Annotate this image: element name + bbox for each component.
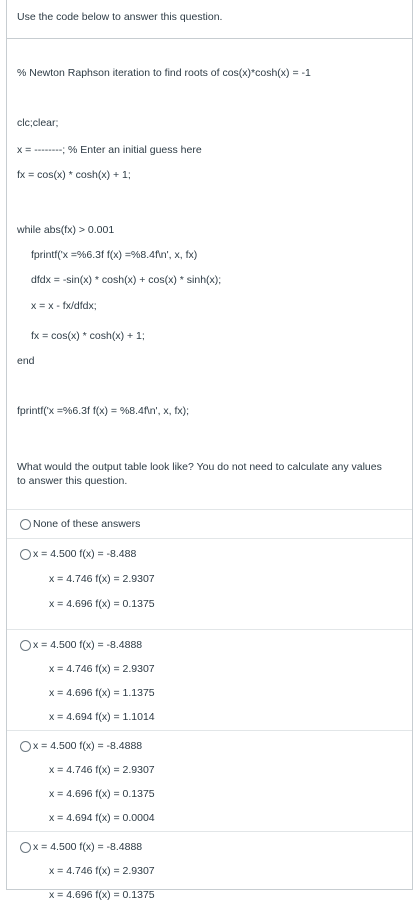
answer-line: x = 4.500 f(x) = -8.4888	[33, 639, 143, 651]
answer-line: x = 4.500 f(x) = -8.4888	[33, 841, 143, 853]
answer-line: x = 4.696 f(x) = 0.1375	[49, 788, 155, 800]
divider	[7, 38, 412, 39]
answer-line: None of these answers	[33, 518, 141, 530]
code-line: fprintf('x =%6.3f f(x) =%8.4f\n', x, fx)	[31, 249, 198, 261]
radio-button[interactable]	[20, 640, 31, 651]
answer-line: x = 4.696 f(x) = 0.1375	[49, 889, 155, 901]
question-intro: Use the code below to answer this question.	[17, 11, 223, 23]
answer-option[interactable]	[7, 509, 412, 538]
radio-button[interactable]	[20, 519, 31, 530]
code-line: clc;clear;	[17, 117, 59, 129]
answer-line: x = 4.746 f(x) = 2.9307	[49, 663, 155, 675]
code-line: while abs(fx) > 0.001	[17, 224, 115, 236]
answer-line: x = 4.500 f(x) = -8.488	[33, 548, 137, 560]
question-prompt: What would the output table look like? You do not need to calculate any values to answer this question.	[17, 461, 382, 487]
code-line: fx = cos(x) * cosh(x) + 1;	[17, 169, 131, 181]
question-panel	[6, 0, 413, 901]
code-line: end	[17, 355, 35, 367]
answer-option[interactable]	[7, 831, 412, 912]
code-line: x = x - fx/dfdx;	[31, 300, 97, 312]
code-line: dfdx = -sin(x) * cosh(x) + cos(x) * sinh(x);	[31, 274, 222, 286]
answer-line: x = 4.746 f(x) = 2.9307	[49, 764, 155, 776]
code-line: fprintf('x =%6.3f f(x) = %8.4f\n', x, fx);	[17, 405, 190, 417]
code-comment: % Newton Raphson iteration to find roots of cos(x)*cosh(x) = -1	[17, 67, 311, 79]
answer-line: x = 4.694 f(x) = 1.1014	[49, 711, 155, 723]
answer-line: x = 4.746 f(x) = 2.9307	[49, 865, 155, 877]
answer-option[interactable]	[7, 730, 412, 831]
radio-button[interactable]	[20, 741, 31, 752]
answer-option[interactable]	[7, 629, 412, 730]
answer-line: x = 4.696 f(x) = 0.1375	[49, 598, 155, 610]
answer-line: x = 4.500 f(x) = -8.4888	[33, 740, 143, 752]
radio-button[interactable]	[20, 549, 31, 560]
answer-line: x = 4.696 f(x) = 1.1375	[49, 687, 155, 699]
code-line: x = --------; % Enter an initial guess here	[17, 144, 202, 156]
answer-line: x = 4.694 f(x) = 0.0004	[49, 812, 155, 824]
answer-list	[7, 509, 412, 912]
answer-option[interactable]	[7, 538, 412, 629]
answer-line: x = 4.746 f(x) = 2.9307	[49, 573, 155, 585]
code-line: fx = cos(x) * cosh(x) + 1;	[31, 330, 145, 342]
radio-button[interactable]	[20, 842, 31, 853]
